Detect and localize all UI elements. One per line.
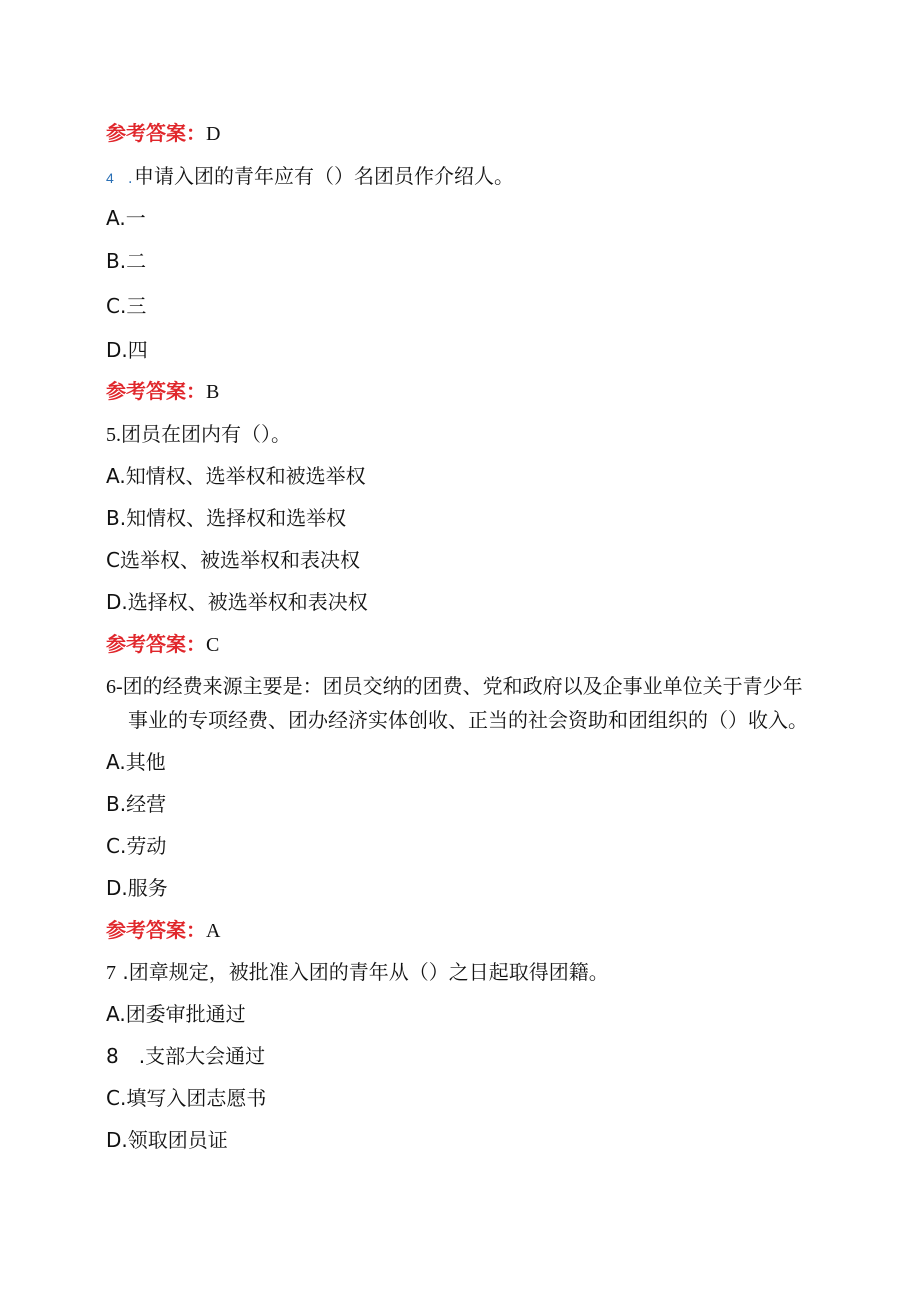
answer-value: C bbox=[206, 634, 220, 656]
answer-label: 参考答案： bbox=[106, 121, 206, 145]
question-number: 6- bbox=[106, 676, 123, 698]
q7-option-c: C.填写入团志愿书 bbox=[106, 1086, 267, 1110]
answer-value: B bbox=[206, 381, 220, 403]
q5-question bbox=[106, 421, 291, 448]
q6-question-line2: 事业的专项经费、团办经济实体创收、正当的社会资助和团组织的（）收入。 bbox=[128, 708, 808, 732]
q5-option-c: C选举权、被选举权和表决权 bbox=[106, 548, 360, 572]
question-dot: . bbox=[128, 171, 133, 187]
q7-option-a: A.团委审批通过 bbox=[106, 1002, 246, 1026]
answer-label: 参考答案： bbox=[106, 632, 206, 656]
q4-option-a: A.一 bbox=[106, 206, 146, 230]
q5-option-d: D.选择权、被选举权和表决权 bbox=[106, 590, 368, 614]
question-text-line1: 团的经费来源主要是：团员交纳的团费、党和政府以及企事业单位关于青少年 bbox=[122, 674, 803, 698]
q7-option-d: D.领取团员证 bbox=[106, 1128, 228, 1152]
q6-answer-line bbox=[106, 917, 220, 944]
q6-option-c: C.劳动 bbox=[106, 834, 167, 858]
q4-option-c: C.三 bbox=[106, 294, 147, 318]
question-text: 团员在团内有（）。 bbox=[121, 422, 291, 446]
question-text: .团章规定，被批准入团的青年从（）之日起取得团籍。 bbox=[122, 960, 609, 984]
q6-question bbox=[106, 673, 803, 700]
q7-option-b: 8 .支部大会通过 bbox=[106, 1044, 266, 1068]
answer-value: D bbox=[206, 123, 221, 145]
q3-answer-line bbox=[106, 120, 220, 147]
q6-option-b: B.经营 bbox=[106, 792, 167, 816]
answer-value: A bbox=[206, 920, 221, 942]
question-number: 4 bbox=[106, 170, 114, 186]
q4-answer-line bbox=[106, 378, 219, 405]
q5-option-b: B.知情权、选择权和选举权 bbox=[106, 506, 347, 530]
answer-label: 参考答案： bbox=[106, 918, 206, 942]
q6-option-d: D.服务 bbox=[106, 876, 168, 900]
question-number: 7 bbox=[106, 962, 116, 984]
q4-option-b: B.二 bbox=[106, 249, 147, 273]
q5-answer-line bbox=[106, 631, 219, 658]
q4-option-d: D.四 bbox=[106, 338, 148, 362]
q6-option-a: A.其他 bbox=[106, 750, 166, 774]
q5-option-a: A.知情权、选举权和被选举权 bbox=[106, 464, 366, 488]
q4-question bbox=[106, 163, 514, 192]
question-number: 5. bbox=[106, 424, 121, 446]
question-text: 申请入团的青年应有（）名团员作介绍人。 bbox=[134, 164, 514, 188]
q7-question bbox=[106, 959, 609, 986]
answer-label: 参考答案： bbox=[106, 379, 206, 403]
